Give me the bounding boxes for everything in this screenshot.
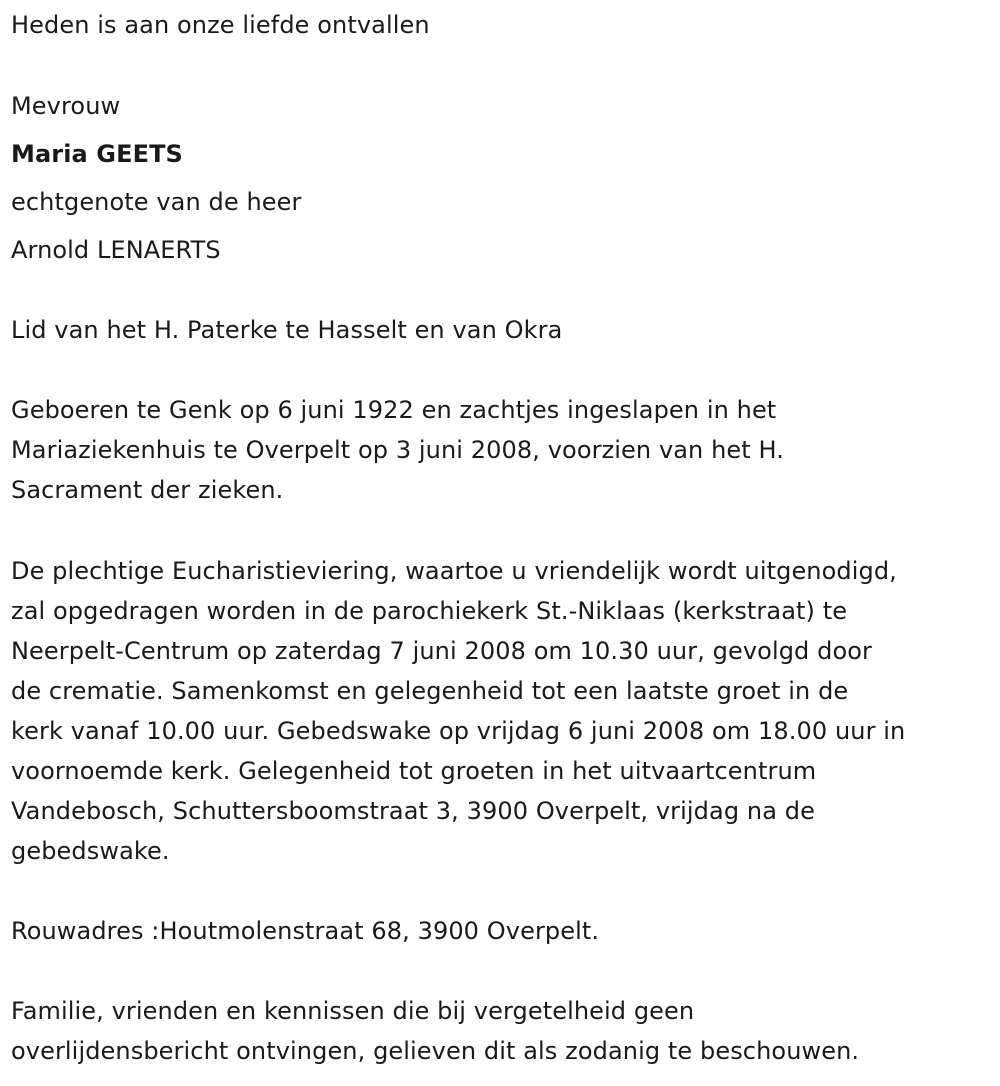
birth-line: Mariaziekenhuis te Overpelt op 3 juni 2008, voorzien van het H. xyxy=(11,436,784,464)
closing-line: overlijdensbericht ontvingen, gelieven dit als zodanig te beschouwen. xyxy=(11,1037,860,1065)
deceased-name: Maria GEETS xyxy=(11,140,183,168)
membership-text: Lid van het H. Paterke te Hasselt en van Okra xyxy=(11,316,563,344)
intro-text: Heden is aan onze liefde ontvallen xyxy=(11,11,430,39)
birth-line: Sacrament der zieken. xyxy=(11,476,284,504)
closing-line: Familie, vrienden en kennissen die bij vergetelheid geen xyxy=(11,997,695,1025)
ceremony-line: Neerpelt-Centrum op zaterdag 7 juni 2008 om 10.30 uur, gevolgd door xyxy=(11,637,872,665)
title-text: Mevrouw xyxy=(11,92,121,120)
spouse-name: Arnold LENAERTS xyxy=(11,236,221,264)
ceremony-line: kerk vanaf 10.00 uur. Gebedswake op vrijdag 6 juni 2008 om 18.00 uur in xyxy=(11,717,906,745)
ceremony-line: De plechtige Eucharistieviering, waartoe u vriendelijk wordt uitgenodigd, xyxy=(11,557,897,585)
ceremony-line: gebedswake. xyxy=(11,837,170,865)
ceremony-line: zal opgedragen worden in de parochiekerk St.-Niklaas (kerkstraat) te xyxy=(11,597,848,625)
ceremony-line: Vandebosch, Schuttersboomstraat 3, 3900 Overpelt, vrijdag na de xyxy=(11,797,815,825)
ceremony-line: de crematie. Samenkomst en gelegenheid tot een laatste groet in de xyxy=(11,677,849,705)
mourning-address: Rouwadres :Houtmolenstraat 68, 3900 Overpelt. xyxy=(11,917,600,945)
birth-line: Geboeren te Genk op 6 juni 1922 en zachtjes ingeslapen in het xyxy=(11,396,777,424)
ceremony-line: voornoemde kerk. Gelegenheid tot groeten in het uitvaartcentrum xyxy=(11,757,817,785)
spouse-label: echtgenote van de heer xyxy=(11,188,302,216)
